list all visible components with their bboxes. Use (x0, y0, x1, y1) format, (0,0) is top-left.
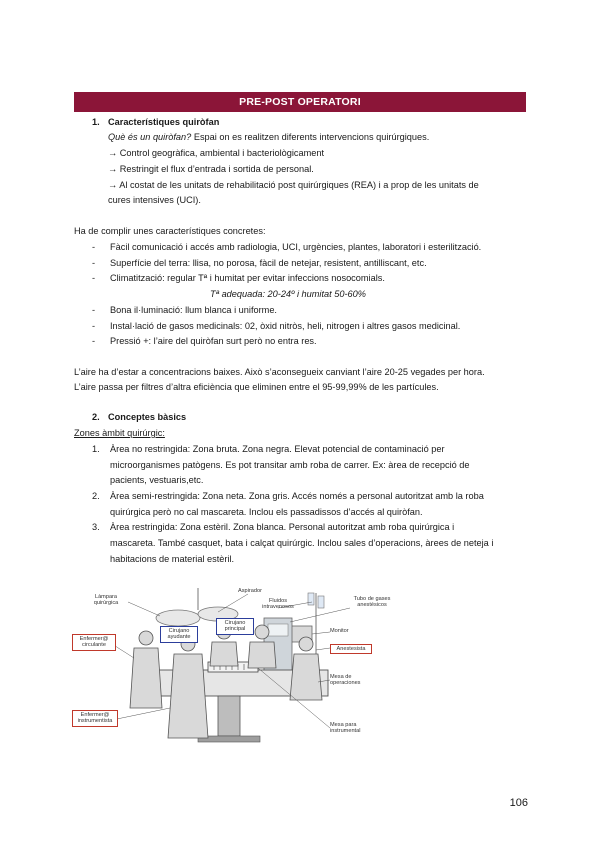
arrow-line-4: cures intensives (UCI). (108, 195, 201, 205)
bullet-dash: - (92, 242, 96, 252)
label-aspirador: Aspirador (238, 588, 262, 594)
anesthetist-body (290, 654, 322, 700)
zone-line: pacients, vestuaris,etc. (110, 475, 204, 485)
section2-title: Conceptes bàsics (108, 412, 187, 422)
instrument-nurse-body (168, 654, 208, 738)
label-mesa-instrumental: Mesa para instrumental (330, 722, 361, 735)
circulating-nurse-head (139, 631, 153, 645)
zone-number: 3. (92, 522, 100, 532)
main-surgeon-head (255, 625, 269, 639)
label-fluidos: Fluidos intravenosos (262, 598, 294, 611)
circulating-nurse-body (130, 648, 162, 708)
zone-number: 2. (92, 491, 100, 501)
bullet-dash: - (92, 258, 96, 268)
air-paragraph-line-2: L’aire passa per filtres d’altra eficiència que eliminen entre el 95-99,99% de les partícules. (74, 382, 439, 392)
label-enfermero-instrumentista: Enfermer@ instrumentista (72, 710, 118, 727)
operating-room-illustration (68, 588, 538, 758)
requirement-item: Fàcil comunicació i accés amb radiologia, UCI, urgències, plantes, laboratori i esterilització. (110, 242, 482, 252)
label-anestesista: Anestesista (330, 644, 372, 654)
section2-number: 2. (92, 412, 100, 422)
zone-line: Àrea semi-restringida: Zona neta. Zona gris. Accés només a personal autoritzat amb la roba (110, 491, 484, 501)
zone-line: microorganismes patògens. Es pot transitar amb roba de carrer. Ex: àrea de recepció de (110, 460, 470, 470)
section-header-title: PRE-POST OPERATORI (239, 96, 361, 108)
bullet-dash: - (92, 305, 96, 315)
requirements-intro: Ha de complir unes característiques concretes: (74, 226, 266, 236)
label-cirujano-ayudante: Cirujano ayudante (160, 626, 198, 643)
zone-line: habitacions de material estèril. (110, 554, 235, 564)
requirement-item: Bona il·luminació: llum blanca i uniforme. (110, 305, 277, 315)
zone-line: Àrea no restringida: Zona bruta. Zona negra. Elevat potencial de contaminació per (110, 444, 445, 454)
bullet-dash: - (92, 321, 96, 331)
label-lampara: Làmpara quirúrgica (93, 594, 119, 607)
label-enfermero-circulante: Enfermer@ circulante (72, 634, 116, 651)
zone-line: quirúrgica però no cal mascareta. Inclou els passadissos d’accés al quiròfan. (110, 507, 423, 517)
section1-number: 1. (92, 117, 100, 127)
requirement-item: Climatització: regular Tª i humitat per evitar infeccions nosocomials. (110, 273, 385, 283)
zone-number: 1. (92, 444, 100, 454)
main-surgeon-body (248, 642, 276, 668)
label-cirujano-principal: Cirujano principal (216, 618, 254, 635)
requirement-item: Superfície del terra: llisa, no porosa, fàcil de netejar, resistent, antilliscant, etc. (110, 258, 427, 268)
page-number: 106 (509, 797, 528, 809)
section1-definition-line (108, 131, 429, 143)
requirement-item: Pressió +: l’aire del quiròfan surt però no entra res. (110, 336, 317, 346)
arrow-line-1: → Control geogràfica, ambiental i bacteriològicament (108, 148, 325, 158)
section1-title: Característiques quiròfan (108, 117, 220, 127)
zone-line: Àrea restringida: Zona estèril. Zona blanca. Personal autoritzat amb roba quirúrgica i (110, 522, 455, 532)
zone-line: mascareta. També casquet, bata i calçat quirúrgic. Inclou sales d’operacions, àrees de neteja i (110, 538, 494, 548)
arrow-line-2: → Restringit el flux d’entrada i sortida de personal. (108, 164, 314, 174)
bullet-dash: - (92, 336, 96, 346)
zones-subtitle: Zones àmbit quirúrgic: (74, 428, 165, 438)
label-tubo-gases: Tubo de gases anestésicos (353, 596, 391, 609)
assistant-surgeon-body (210, 642, 238, 666)
operating-room-drawing (68, 588, 538, 758)
arrow-line-3: → Al costat de les unitats de rehabilitació post quirúrgiques (REA) i a prop de les unitats de (108, 180, 479, 190)
label-monitor: Monitor (330, 628, 349, 634)
climate-note: Tª adequada: 20-24º i humitat 50-60% (210, 289, 366, 299)
label-mesa-operaciones: Mesa de operaciones (330, 674, 361, 687)
bullet-dash: - (92, 273, 96, 283)
requirement-item: Instal·lació de gasos medicinals: 02, òxid nitròs, heli, nitrogen i altres gasos medicinal. (110, 321, 461, 331)
quirofan-definition: Espai on es realitzen diferents intervencions quirúrgiques. (191, 132, 430, 142)
section-header-bar (74, 92, 526, 112)
quirofan-question: Què és un quiròfan? (108, 132, 192, 142)
anesthetist-head (299, 637, 313, 651)
air-paragraph-line-1: L’aire ha d’estar a concentracions baixes. Això s’aconsegueix canviant l’aire 20-25 vegades per hora. (74, 367, 485, 377)
surgical-lamp-left (156, 610, 200, 626)
